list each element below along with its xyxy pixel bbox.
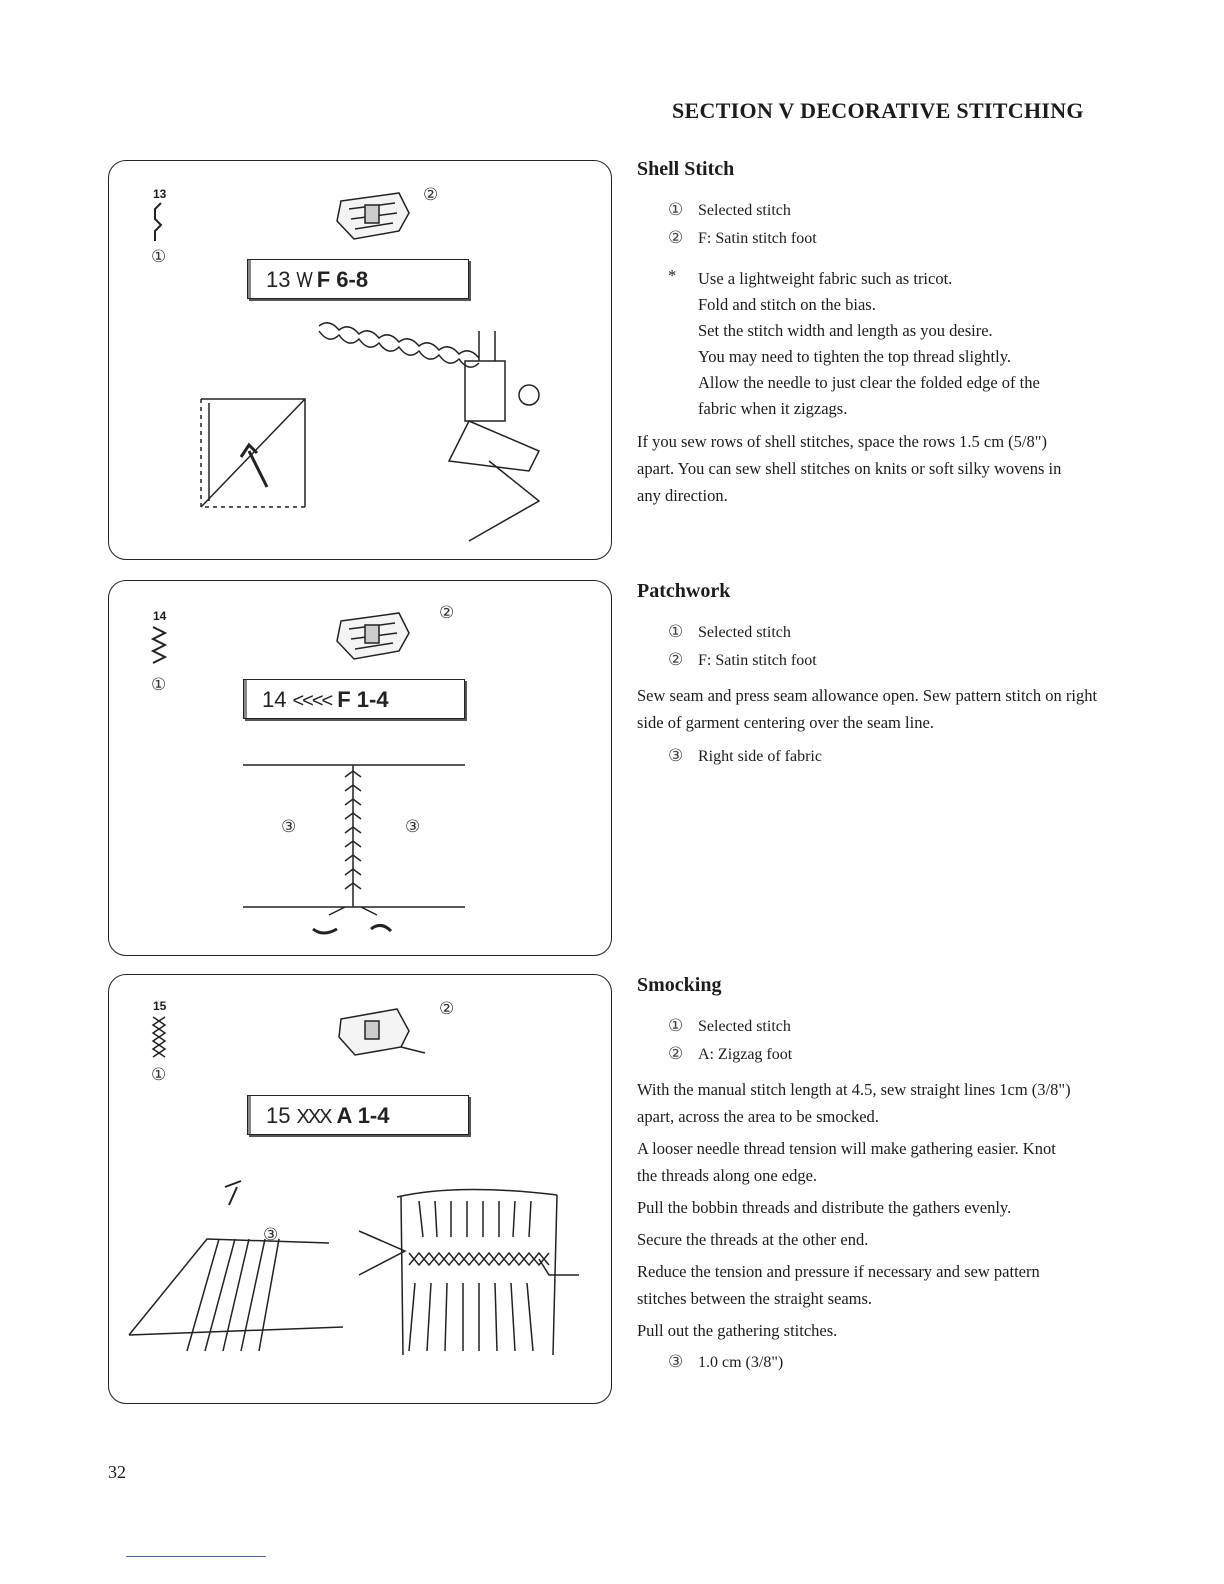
label-selected-stitch: ① — [151, 247, 167, 267]
patchwork-drawing — [109, 581, 611, 955]
item-mark: ① — [668, 622, 684, 642]
item-mark: ② — [668, 1044, 684, 1064]
item-mark: ③ — [668, 746, 684, 766]
stitch-display — [243, 679, 465, 719]
heading-patchwork: Patchwork — [637, 580, 731, 602]
shell-pattern-icon — [155, 203, 161, 241]
smocking-paragraph: With the manual stitch length at 4.5, sew straight lines 1cm (3/8") apart, across the area to be smocked. — [637, 1080, 1071, 1126]
stitch-symbol-icon: \/\/ — [296, 270, 311, 292]
patchwork-paragraph: Sew seam and press seam allowance open. Sew pattern stitch on right side of garment centering over the seam line. — [637, 686, 1098, 732]
smocking-paragraph: A looser needle thread tension will make gathering easier. Knot the threads along one edge. — [637, 1139, 1056, 1185]
item-text: A: Zigzag foot — [698, 1046, 793, 1063]
section-title: SECTION V DECORATIVE STITCHING — [672, 98, 1084, 123]
satin-foot-icon — [337, 193, 409, 239]
shell-item-1 — [668, 200, 791, 220]
shell-note-line: fabric when it zigzags. — [698, 399, 848, 418]
shell-notes — [698, 266, 1118, 422]
item-mark: ① — [668, 1016, 684, 1036]
item-text: Selected stitch — [698, 1018, 791, 1035]
smocking-item-2 — [668, 1044, 792, 1064]
smocking-illustration — [108, 974, 612, 1404]
heading-shell-stitch: Shell Stitch — [637, 158, 735, 180]
smocking-item-1 — [668, 1016, 791, 1036]
gathering-lines-diagram — [129, 1181, 343, 1351]
item-text: Selected stitch — [698, 624, 791, 641]
satin-foot-icon — [337, 613, 409, 659]
shell-note-line: Allow the needle to just clear the folded edge of the — [698, 373, 1040, 392]
item-mark: ② — [668, 650, 684, 670]
patchwork-item-2 — [668, 650, 817, 670]
item-text: Right side of fabric — [698, 748, 822, 765]
smocking-paragraph: Pull the bobbin threads and distribute the gathers evenly. — [637, 1198, 1012, 1217]
smocking-paragraph: Reduce the tension and pressure if necessary and sew pattern stitches between the straight seams. — [637, 1262, 1040, 1308]
shell-stitch-illustration — [108, 160, 612, 560]
display-code: F 1-4 — [337, 687, 389, 712]
zigzag-foot-icon — [339, 1009, 425, 1055]
display-code: F 6-8 — [316, 267, 369, 292]
label-presser-foot: ② — [439, 603, 455, 623]
display-code: A 1-4 — [336, 1103, 390, 1128]
shell-paragraph: If you sew rows of shell stitches, space the rows 1.5 cm (5/8") apart. You can sew shell stitches on knits or soft silky wovens in any direction. — [637, 432, 1062, 505]
footer-divider — [126, 1556, 266, 1557]
smocking-pattern-icon — [153, 1017, 165, 1057]
stitch-symbol-icon: XXX — [296, 1106, 331, 1128]
shell-item-2 — [668, 228, 817, 248]
smocking-drawing — [109, 975, 611, 1403]
label-selected-stitch: ① — [151, 675, 167, 695]
label-right-side-left: ③ — [281, 817, 297, 837]
patchwork-item-3 — [668, 746, 822, 766]
shell-stitch-drawing — [109, 161, 611, 559]
label-presser-foot: ② — [439, 999, 455, 1019]
label-presser-foot: ② — [423, 185, 439, 205]
shell-notes-marker: * — [668, 266, 677, 285]
shell-stitch-chain — [319, 323, 479, 367]
stitch-display — [247, 259, 469, 299]
patchwork-illustration — [108, 580, 612, 956]
page-number: 32 — [108, 1462, 126, 1482]
shell-note-line: You may need to tighten the top thread slightly. — [698, 347, 1012, 366]
smocking-paragraph: Pull out the gathering stitches. — [637, 1321, 838, 1340]
display-number: 13 — [266, 267, 291, 292]
display-number: 15 — [266, 1103, 291, 1128]
label-selected-stitch: ① — [151, 1065, 167, 1085]
item-text: F: Satin stitch foot — [698, 652, 817, 669]
item-text: 1.0 cm (3/8") — [698, 1354, 784, 1371]
item-text: Selected stitch — [698, 202, 791, 219]
shell-note-line: Set the stitch width and length as you desire. — [698, 321, 993, 340]
patchwork-item-1 — [668, 622, 791, 642]
item-mark: ③ — [668, 1352, 684, 1372]
label-right-side-right: ③ — [405, 817, 421, 837]
smocking-paragraph: Secure the threads at the other end. — [637, 1230, 869, 1249]
item-mark: ② — [668, 228, 684, 248]
shell-note-line: Fold and stitch on the bias. — [698, 295, 876, 314]
patchwork-pattern-icon — [153, 627, 165, 663]
heading-smocking: Smocking — [637, 974, 722, 996]
smocking-item-3 — [668, 1352, 783, 1372]
pattern-number: 13 — [153, 187, 167, 201]
stitch-display — [247, 1095, 469, 1135]
display-number: 14 — [262, 687, 287, 712]
smocking-paragraphs — [637, 1076, 1077, 1349]
stitch-symbol-icon: <<<< — [292, 690, 332, 712]
pattern-number: 15 — [153, 999, 167, 1013]
item-text: F: Satin stitch foot — [698, 230, 817, 247]
folded-fabric-diagram — [201, 399, 305, 507]
pattern-number: 14 — [153, 609, 167, 623]
seam-diagram — [243, 765, 465, 933]
smocked-fabric-diagram — [359, 1189, 579, 1355]
item-mark: ① — [668, 200, 684, 220]
label-spacing: ③ — [263, 1225, 279, 1245]
shell-note-line: Use a lightweight fabric such as tricot. — [698, 269, 953, 288]
